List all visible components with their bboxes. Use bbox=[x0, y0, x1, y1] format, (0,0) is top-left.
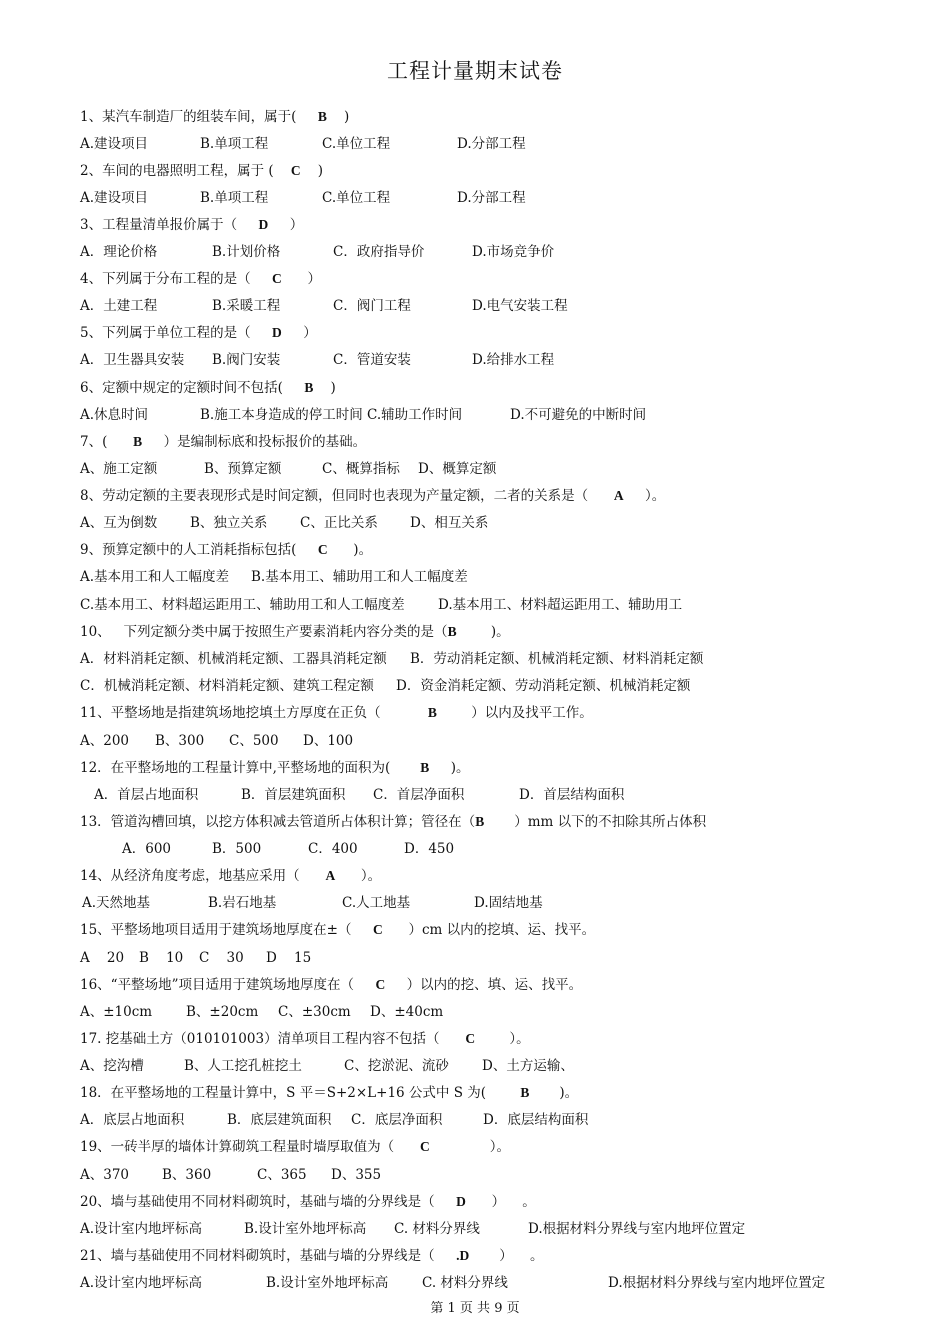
question-text-tail: ）以内的挖、填、运、找平。 bbox=[385, 977, 583, 993]
answer-option: A.设计室内地坪标高 bbox=[80, 1275, 203, 1291]
answer-option: D 15 bbox=[266, 950, 312, 966]
answer-option: C、365 bbox=[257, 1167, 307, 1183]
question-line bbox=[80, 487, 665, 505]
question-line bbox=[80, 1247, 543, 1265]
question-text: 4、下列属于分布工程的是（ bbox=[80, 271, 273, 287]
answer-key: D bbox=[258, 217, 269, 232]
answer-option: A．理论价格 bbox=[80, 244, 158, 260]
answer-option: C.基本用工、材料超运距用工、辅助用工和人工幅度差 bbox=[80, 597, 405, 613]
answer-option: B、独立关系 bbox=[190, 515, 268, 531]
question-line bbox=[80, 1138, 510, 1156]
question-text: 1、某汽车制造厂的组装车间，属于( bbox=[80, 109, 318, 125]
answer-option: C.单位工程 bbox=[322, 190, 391, 206]
answer-option: D、100 bbox=[303, 733, 354, 749]
question-line bbox=[80, 921, 595, 939]
answer-option: B、人工挖孔桩挖土 bbox=[184, 1058, 302, 1074]
answer-option: D.固结地基 bbox=[474, 895, 543, 911]
question-text: 5、下列属于单位工程的是（ bbox=[80, 325, 273, 341]
answer-option: C．管道安装 bbox=[333, 352, 411, 368]
answer-option: B．500 bbox=[212, 841, 262, 857]
answer-option: B 10 bbox=[139, 950, 184, 966]
answer-option: A、施工定额 bbox=[80, 461, 158, 477]
answer-option: B.采暖工程 bbox=[212, 298, 281, 314]
question-line bbox=[80, 433, 366, 451]
question-text: 7、( bbox=[80, 434, 134, 450]
answer-key: A bbox=[613, 488, 624, 503]
answer-option: C．首层净面积 bbox=[373, 787, 465, 803]
question-text: 15、平整场地项目适用于建筑场地厚度在±（ bbox=[80, 922, 373, 938]
answer-option: A、200 bbox=[80, 733, 130, 749]
answer-option: B.单项工程 bbox=[200, 190, 269, 206]
answer-option: D、355 bbox=[331, 1167, 382, 1183]
answer-key: C bbox=[317, 542, 328, 557]
question-text-tail: )。 bbox=[456, 624, 510, 640]
answer-key: B bbox=[133, 434, 143, 449]
question-line bbox=[80, 324, 317, 342]
question-text: 12．在平整场地的工程量计算中,平整场地的面积为( bbox=[80, 760, 421, 776]
answer-option: D.根据材料分界线与室内地坪位置定 bbox=[608, 1275, 826, 1291]
question-text-tail: ）cm 以内的挖填、运、找平。 bbox=[382, 922, 596, 938]
question-line bbox=[80, 1193, 536, 1211]
answer-key: C bbox=[272, 271, 282, 286]
question-text-tail: ）是编制标底和投标报价的基础。 bbox=[142, 434, 367, 450]
question-text-tail: ) bbox=[313, 380, 336, 396]
answer-option: D．首层结构面积 bbox=[519, 787, 625, 803]
question-text: 11、平整场地是指建筑场地挖填土方厚度在正负（ bbox=[80, 705, 428, 721]
answer-option: A．600 bbox=[122, 841, 172, 857]
answer-option: C、500 bbox=[229, 733, 279, 749]
question-line bbox=[80, 162, 323, 180]
answer-option: A．首层占地面积 bbox=[94, 787, 199, 803]
question-line bbox=[80, 216, 303, 234]
answer-option: D.分部工程 bbox=[457, 190, 526, 206]
answer-option: B、预算定额 bbox=[204, 461, 282, 477]
answer-option: A.建设项目 bbox=[80, 136, 149, 152]
answer-key: C bbox=[372, 922, 383, 937]
answer-option: B.计划价格 bbox=[212, 244, 281, 260]
question-text-tail: ) bbox=[326, 109, 350, 125]
answer-option: A、±10cm bbox=[80, 1004, 153, 1020]
question-text-tail: ） bbox=[268, 217, 304, 233]
answer-option: B.施工本身造成的停工时间 C.辅助工作时间 bbox=[200, 407, 463, 423]
answer-option: C.单位工程 bbox=[322, 136, 391, 152]
question-line bbox=[80, 704, 593, 722]
answer-key: B bbox=[447, 624, 457, 639]
question-text-tail: ） bbox=[281, 325, 317, 341]
answer-option: B．劳动消耗定额、机械消耗定额、材料消耗定额 bbox=[410, 651, 704, 667]
question-text-tail: ） 。 bbox=[465, 1194, 536, 1210]
answer-option: D.市场竞争价 bbox=[472, 244, 555, 260]
question-text: 8、劳动定额的主要表现形式是时间定额，但同时也表现为产量定额，二者的关系是（ bbox=[80, 488, 614, 504]
answer-option: C、正比关系 bbox=[300, 515, 378, 531]
answer-option: D.基本用工、材料超运距用工、辅助用工 bbox=[438, 597, 683, 613]
question-text: 16、“平整场地”项目适用于建筑场地厚度在（ bbox=[80, 977, 376, 993]
answer-option: A.设计室内地坪标高 bbox=[80, 1221, 203, 1237]
answer-key: B bbox=[520, 1085, 530, 1100]
answer-key: D bbox=[272, 325, 282, 340]
question-text: 9、预算定额中的人工消耗指标包括( bbox=[80, 542, 318, 558]
answer-option: D．底层结构面积 bbox=[483, 1112, 589, 1128]
answer-key: C bbox=[375, 977, 386, 992]
question-line bbox=[80, 270, 321, 288]
question-text-tail: ) bbox=[300, 163, 323, 179]
answer-option: C．400 bbox=[308, 841, 358, 857]
question-line bbox=[80, 379, 336, 397]
question-text-tail: ）mm 以下的不扣除其所占体积 bbox=[484, 814, 707, 830]
answer-option: B、300 bbox=[155, 733, 205, 749]
answer-option: A.休息时间 bbox=[80, 407, 149, 423]
answer-option: B.岩石地基 bbox=[208, 895, 277, 911]
question-line bbox=[80, 623, 510, 641]
answer-key: C bbox=[290, 163, 301, 178]
answer-option: A.建设项目 bbox=[80, 190, 149, 206]
answer-option: C. 材料分界线 bbox=[394, 1221, 480, 1237]
answer-option: D、±40cm bbox=[370, 1004, 444, 1020]
question-text: 3、工程量清单报价属于（ bbox=[80, 217, 259, 233]
answer-option: C.人工地基 bbox=[342, 895, 411, 911]
answer-option: D、概算定额 bbox=[418, 461, 497, 477]
answer-option: A．底层占地面积 bbox=[80, 1112, 185, 1128]
question-line bbox=[80, 1084, 578, 1102]
answer-key: B bbox=[420, 760, 430, 775]
answer-key: C bbox=[465, 1031, 476, 1046]
answer-option: A 20 bbox=[80, 950, 125, 966]
question-text-tail: )。 bbox=[327, 542, 373, 558]
answer-key: C bbox=[419, 1139, 430, 1154]
question-text-tail: ）。 bbox=[623, 488, 666, 504]
question-text: 21、墙与基础使用不同材料砌筑时，基础与墙的分界线是（ bbox=[80, 1248, 457, 1264]
question-text: 2、车间的电器照明工程，属于 ( bbox=[80, 163, 291, 179]
page-footer: 第 1 页 共 9 页 bbox=[430, 1301, 520, 1316]
question-line bbox=[80, 976, 582, 994]
answer-key: .D bbox=[456, 1248, 470, 1263]
answer-key: D bbox=[456, 1194, 466, 1209]
question-text: 6、定额中规定的定额时间不包括( bbox=[80, 380, 305, 396]
answer-option: B．底层建筑面积 bbox=[227, 1112, 332, 1128]
answer-option: A.天然地基 bbox=[82, 895, 151, 911]
answer-key: B bbox=[304, 380, 314, 395]
answer-option: B．首层建筑面积 bbox=[241, 787, 346, 803]
answer-option: A．卫生器具安装 bbox=[80, 352, 185, 368]
question-text: 10、 下列定额分类中属于按照生产要素消耗内容分类的是（ bbox=[80, 624, 448, 640]
answer-option: B.单项工程 bbox=[200, 136, 269, 152]
answer-option: B.设计室外地坪标高 bbox=[266, 1275, 389, 1291]
answer-option: A、370 bbox=[80, 1167, 130, 1183]
question-line bbox=[80, 813, 706, 831]
answer-option: D．450 bbox=[404, 841, 455, 857]
question-text-tail: ） bbox=[281, 271, 322, 287]
question-line bbox=[80, 541, 372, 559]
question-text-tail: ）以内及找平工作。 bbox=[436, 705, 593, 721]
answer-key: B bbox=[317, 109, 327, 124]
question-text-tail: ） 。 bbox=[469, 1248, 544, 1264]
answer-option: B.阀门安装 bbox=[212, 352, 281, 368]
question-text: 19、一砖半厚的墙体计算砌筑工程量时墙厚取值为（ bbox=[80, 1139, 420, 1155]
answer-option: D.给排水工程 bbox=[472, 352, 555, 368]
answer-option: A、互为倒数 bbox=[80, 515, 158, 531]
question-text: 20、墙与基础使用不同材料砌筑时，基础与墙的分界线是（ bbox=[80, 1194, 457, 1210]
answer-option: C、±30cm bbox=[278, 1004, 351, 1020]
question-text: 13．管道沟槽回填，以挖方体积减去管道所占体积计算；管径在（ bbox=[80, 814, 476, 830]
answer-option: C、概算指标 bbox=[322, 461, 400, 477]
answer-option: B.基本用工、辅助用工和人工幅度差 bbox=[251, 569, 468, 585]
question-text-tail: ）。 bbox=[429, 1139, 511, 1155]
answer-option: A．土建工程 bbox=[80, 298, 158, 314]
answer-option: C．机械消耗定额、材料消耗定额、建筑工程定额 bbox=[80, 678, 374, 694]
answer-option: D、土方运输、 bbox=[482, 1058, 574, 1074]
question-text-tail: )。 bbox=[529, 1085, 579, 1101]
question-line bbox=[80, 1030, 530, 1048]
answer-option: B、±20cm bbox=[186, 1004, 259, 1020]
answer-option: C、挖淤泥、流砂 bbox=[344, 1058, 449, 1074]
answer-option: A、挖沟槽 bbox=[80, 1058, 144, 1074]
answer-option: C．阀门工程 bbox=[333, 298, 411, 314]
answer-option: C．政府指导价 bbox=[333, 244, 425, 260]
answer-option: D.不可避免的中断时间 bbox=[510, 407, 647, 423]
question-text: 14、从经济角度考虑，地基应采用（ bbox=[80, 868, 326, 884]
answer-option: C. 材料分界线 bbox=[422, 1275, 508, 1291]
answer-key: B bbox=[427, 705, 437, 720]
question-line bbox=[80, 108, 349, 126]
question-text-tail: ）。 bbox=[335, 868, 382, 884]
answer-option: D、相互关系 bbox=[410, 515, 489, 531]
answer-option: B、360 bbox=[162, 1167, 212, 1183]
question-line bbox=[80, 867, 381, 885]
answer-option: D.分部工程 bbox=[457, 136, 526, 152]
answer-option: A．材料消耗定额、机械消耗定额、工器具消耗定额 bbox=[80, 651, 387, 667]
question-line bbox=[80, 759, 470, 777]
answer-key: A bbox=[325, 868, 336, 883]
answer-option: B.设计室外地坪标高 bbox=[244, 1221, 367, 1237]
answer-option: A.基本用工和人工幅度差 bbox=[80, 569, 230, 585]
exam-title: 工程计量期末试卷 bbox=[387, 59, 563, 83]
answer-option: D.电气安装工程 bbox=[472, 298, 568, 314]
question-text: 18．在平整场地的工程量计算中，S 平＝S+2×L+16 公式中 S 为( bbox=[80, 1085, 521, 1101]
question-text-tail: ）。 bbox=[475, 1031, 530, 1047]
question-text: 17. 挖基础土方（010101003）清单项目工程内容不包括（ bbox=[80, 1031, 466, 1047]
answer-option: C．底层净面积 bbox=[351, 1112, 443, 1128]
answer-key: B bbox=[475, 814, 485, 829]
answer-option: D．资金消耗定额、劳动消耗定额、机械消耗定额 bbox=[396, 678, 691, 694]
question-text-tail: )。 bbox=[429, 760, 470, 776]
answer-option: D.根据材料分界线与室内地坪位置定 bbox=[528, 1221, 746, 1237]
answer-option: C 30 bbox=[199, 950, 244, 966]
